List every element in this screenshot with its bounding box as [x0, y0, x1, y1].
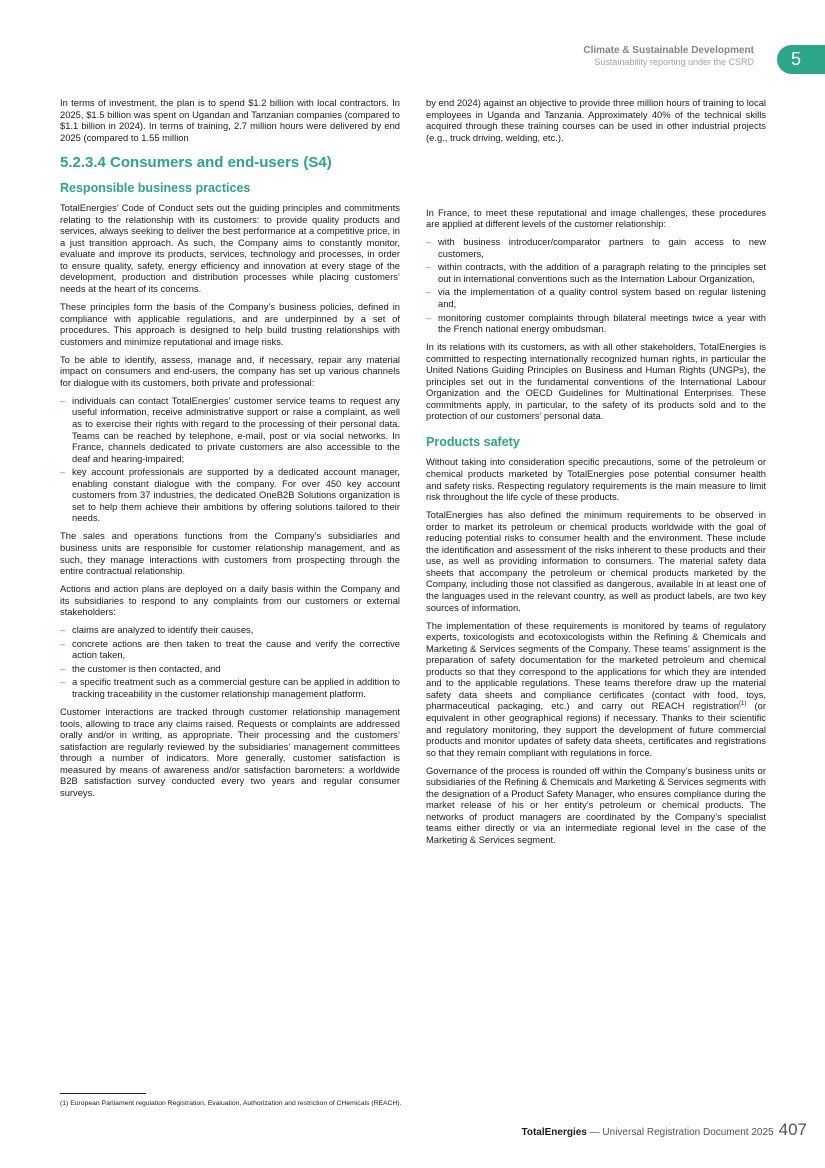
page-footer: [521, 1120, 807, 1140]
bullet-list-france: [426, 236, 766, 334]
left-column: [60, 97, 400, 805]
list-item: – within contracts, with the addition of a paragraph relating to the principles set out in international conventions such as the Internation Labour Organization,: [426, 261, 766, 284]
list-item: – with business introducer/comparator partners to gain access to new customers,: [426, 236, 766, 259]
paragraph: Governance of the process is rounded off within the Company’s business units or subsidiaries of the Refining & Chemicals and Marketing & Services segments with the designation of a Product Safety Manager, who ensures compliance during the market release of his or her entity’s petroleum or chemical products. The networks of product managers are coordinated by the Company’s specialist teams either directly or via an intermediate regional level in the case of the Marketing & Services segment.: [426, 764, 766, 845]
paragraph: These principles form the basis of the Company’s business policies, defined in compliance with applicable regulations, and are underpinned by a set of procedures. This approach is designed to help build trusting relationships with customers and minimize reputational and image risks.: [60, 301, 400, 347]
paragraph: Customer interactions are tracked through customer relationship management tools, allowing to trace any claims raised. Requests or complaints are addressed orally and/or in writing, as appropriate. Their processing and the customers’ satisfaction are regularly reviewed by the subsidiaries’ management committees through a number of indicators. More generally, customer satisfaction is measured by means of awareness and/or satisfaction barometers: a worldwide B2B satisfaction survey conducted every two years and regular consumer surveys.: [60, 706, 400, 798]
paragraph: The sales and operations functions from the Company’s subsidiaries and business units are responsible for customer relationship management, and as such, they manage interactions with customers from prospecting through the entire contractual relationship.: [60, 530, 400, 577]
footnote-divider: [60, 1093, 146, 1094]
running-header: [583, 45, 754, 68]
list-item: – concrete actions are then taken to treat the cause and verify the corrective action taken,: [60, 638, 400, 661]
paragraph: [426, 620, 766, 759]
paragraph: In its relations with its customers, as with all other stakeholders, TotalEnergies is committed to respecting internationally recognized human rights, in particular the United Nations Guiding Principles on Business and Human Rights (UNGPs), the principles set out in the fundamental conventions of the International Labour Organization and the OECD Guidelines for Multinational Enterprises. These commitments apply, in particular, to the safety of its products sold and to the protection of our customers’ personal data.: [426, 341, 766, 422]
paragraph-text: (or equivalent in other geographical regions) if necessary. Thanks to their scientific and regulatory monitoring, they support the development of future commercial products and monitor updates of safety data sheets, certificates and registrations so that they remain compliant with regulations in force.: [426, 700, 766, 758]
list-item: – monitoring customer complaints through bilateral meetings twice a year with the French national energy ombudsman.: [426, 312, 766, 335]
list-item: – claims are analyzed to identify their causes,: [60, 624, 400, 636]
chapter-tab: 5: [777, 45, 825, 74]
paragraph: To be able to identify, assess, manage and, if necessary, repair any material impact on consumers and end-users, the company has set up various channels for dialogue with its customers, both private and professional:: [60, 353, 400, 388]
right-column: [426, 97, 766, 852]
paragraph: TotalEnergies has also defined the minimum requirements to be observed in order to market its petroleum or chemical products worldwide with the goal of reducing potential risks to consumer health and the environment. These include the identification and assessment of the risks inherent to these products and their use, as well as providing information to consumers. The material safety data sheets that accompany the petroleum or chemical products marketed by the Company, including those not classified as dangerous, available in at least one of the languages used in the relevant country, as well as product labels, are two key sources of information.: [426, 509, 766, 613]
footer-document-title: — Universal Registration Document 2025: [586, 1127, 774, 1138]
header-subtitle: Sustainability reporting under the CSRD: [594, 57, 754, 67]
paragraph: Actions and action plans are deployed on a daily basis within the Company and its subsidiaries to respond to any complaints from our customers or external stakeholders:: [60, 583, 400, 618]
bullet-list-complaints: [60, 624, 400, 699]
footnote-reference[interactable]: (1): [739, 701, 747, 708]
section-title: 5.2.3.4 Consumers and end-users (S4): [60, 154, 332, 172]
page-number: 407: [778, 1120, 807, 1139]
paragraph: In France, to meet these reputational and image challenges, these procedures are applied at different levels of the customer relationship:: [426, 206, 766, 230]
header-title: Climate & Sustainable Development: [583, 45, 754, 56]
subsection-title-products-safety: Products safety: [426, 435, 520, 450]
paragraph: Without taking into consideration specific precautions, some of the petroleum or chemical products marketed by TotalEnergies pose potential consumer health and safety risks. Respecting regulatory requirements is the main measure to limit risk throughout the life cycle of these products.: [426, 456, 766, 503]
list-item: – key account professionals are supported by a dedicated account manager, enabling constant dialogue with the company. For over 450 key account customers from 37 industries, the dedicated OneB2B Solutions organization is set to help them achieve their ambitions by offering solutions tailored to their needs.: [60, 466, 400, 524]
right-intro-paragraph: by end 2024) against an objective to provide three million hours of training to local employees in Uganda and Tanzania. Approximately 40% of the technical skills acquired through these training courses can be used in other industrial projects (e.g., truck driving, welding, etc.).: [426, 97, 766, 143]
footer-brand: TotalEnergies: [521, 1127, 587, 1138]
list-item: – via the implementation of a quality control system based on regular listening and,: [426, 286, 766, 309]
footnote: (1) European Parliament regulation Registration, Evaluation, Authorization and restriction of CHemicals (REACH).: [60, 1100, 402, 1107]
paragraph-text: The implementation of these requirements is monitored by teams of regulatory experts, toxicologists and ecotoxicologists within the Refining & Chemicals and Marketing & Services segments of the Company. These teams’ assignment is the preparation of safety documentation for the marketed petroleum and chemical products so that they correspond to the applications for which they are intended and to the applicable regulations. These teams therefore draw up the material safety data sheets and compliance certificates (contact with food, toys, pharmaceutical packaging, etc.) and carry out REACH registration: [426, 619, 766, 712]
list-item: – the customer is then contacted, and: [60, 663, 400, 675]
list-item: – a specific treatment such as a commercial gesture can be applied in addition to tracking traceability in the customer relationship management platform.: [60, 676, 400, 699]
subsection-title-responsible-business: Responsible business practices: [60, 181, 251, 196]
bullet-list-channels: [60, 395, 400, 524]
paragraph: TotalEnergies’ Code of Conduct sets out the guiding principles and commitments relating to the relationship with its customers: to provide quality products and services, always seeking to deliver the best performance at a competitive price, in a just transition approach. As such, the Company aims to constantly monitor, evaluate and improve its products, services, technology and processes, in order to ensure quality, safety, energy efficiency and innovation at every stage of the development, production and distribution processes while placing customers’ needs at the heart of its concerns.: [60, 202, 400, 295]
left-intro-paragraph: In terms of investment, the plan is to spend $1.2 billion with local contractors. In 2025, $1.5 billion was spent on Ugandan and Tanzanian companies (compared to $1.1 billion in 2024). In terms of training, 2.7 million hours were delivered by end 2025 (compared to 1.55 million: [60, 97, 400, 143]
list-item: – individuals can contact TotalEnergies’ customer service teams to request any useful information, receive administrative support or raise a complaint, as well as to exercise their rights with regard to the processing of their personal data. Teams can be reached by telephone, e-mail, post or via social networks. In France, channels dedicated to private customers are also accessible to the deaf and hearing-impaired;: [60, 395, 400, 464]
